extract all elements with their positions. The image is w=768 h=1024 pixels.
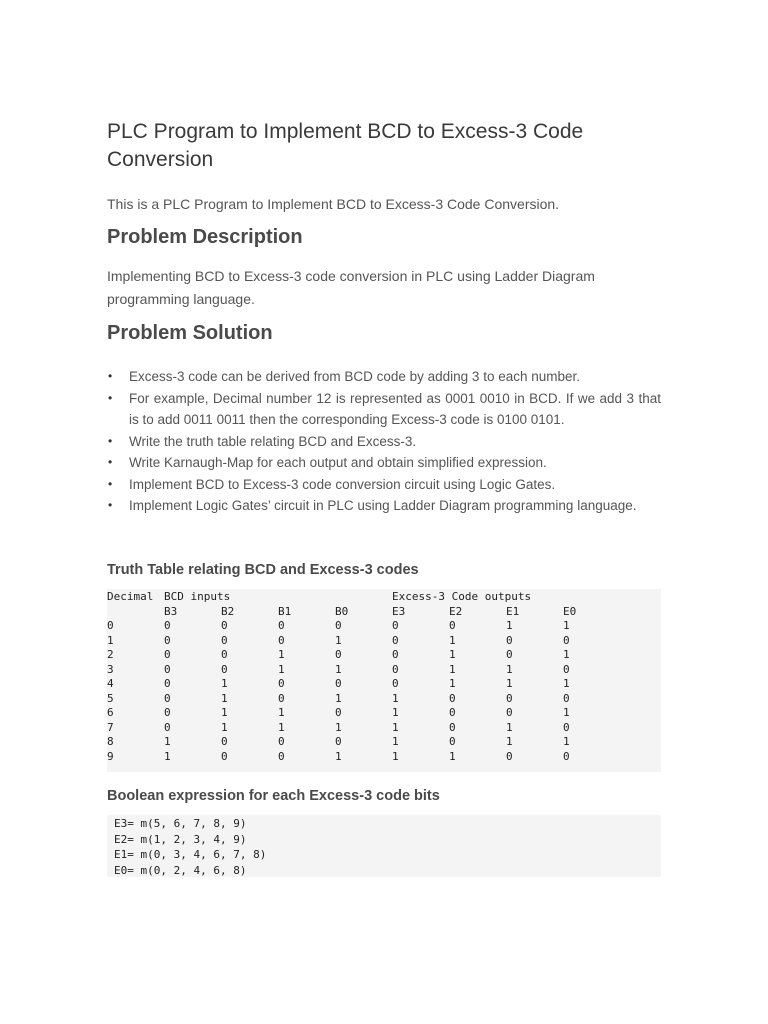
solution-steps-list	[107, 366, 661, 517]
table-cell: 1	[506, 677, 513, 690]
table-cell: 1	[506, 720, 513, 734]
list-item	[107, 388, 661, 431]
table-cell: 1	[164, 735, 171, 748]
table-cell: 0	[392, 662, 399, 676]
table-cell: 0	[107, 619, 114, 632]
table-cell: 1	[278, 720, 285, 734]
list-item-text: For example, Decimal number 12 is represented as 0001 0010 in BCD. If we add 3 that is to add 0011 0011 then the corresponding Excess-3 code is 0100 0101.	[129, 390, 661, 427]
table-cell: 1	[392, 691, 399, 705]
table-cell: 0	[563, 720, 570, 734]
table-row	[107, 706, 620, 721]
table-cell: 1	[563, 706, 570, 719]
table-cell: 0	[221, 749, 228, 763]
table-cell: 0	[335, 648, 342, 661]
table-cell: 0	[563, 633, 570, 647]
table-cell: 0	[449, 691, 456, 705]
table-cell: 1	[449, 677, 456, 690]
table-cell: 0	[563, 691, 570, 705]
problem-description-heading: Problem Description	[107, 226, 303, 248]
list-item-text: Write the truth table relating BCD and Excess-3.	[129, 433, 417, 449]
table-cell: 1	[221, 691, 228, 705]
table-cell: 0	[506, 706, 513, 719]
problem-solution-heading: Problem Solution	[107, 322, 273, 344]
table-cell: 0	[164, 619, 171, 632]
table-cell: 1	[335, 720, 342, 734]
table-cell: 0	[221, 735, 228, 748]
table-cell: 1	[335, 633, 342, 647]
table-cell: 0	[449, 720, 456, 734]
table-row	[107, 663, 620, 678]
table-cell: 1	[335, 662, 342, 676]
bcd-inputs-header: BCD inputs	[164, 590, 231, 603]
bullet-icon: •	[108, 433, 113, 448]
table-cell: 6	[107, 706, 114, 719]
table-cell: 1	[392, 735, 399, 748]
table-cell: 1	[449, 633, 456, 647]
table-cell: 0	[164, 691, 171, 705]
column-header: B2	[221, 604, 235, 618]
table-cell: 0	[164, 677, 171, 690]
table-cell: 5	[107, 691, 114, 705]
table-row	[107, 721, 620, 736]
table-cell: 1	[164, 749, 171, 763]
table-cell: 0	[278, 677, 285, 690]
table-cell: 1	[278, 648, 285, 661]
bullet-icon: •	[108, 369, 113, 383]
column-header: B1	[278, 604, 292, 618]
table-cell: 3	[107, 662, 114, 676]
table-cell: 0	[164, 706, 171, 719]
list-item	[107, 495, 661, 517]
table-cell: 0	[449, 706, 456, 719]
bullet-icon: •	[108, 476, 113, 491]
table-cell: 7	[107, 720, 114, 734]
table-cell: 1	[449, 648, 456, 661]
table-cell: 0	[335, 619, 342, 632]
table-cell: 1	[335, 691, 342, 705]
table-row	[107, 677, 620, 692]
list-item	[107, 474, 661, 496]
table-cell: 1	[563, 648, 570, 661]
column-header: B0	[335, 604, 349, 618]
table-cell: 1	[563, 735, 570, 748]
table-cell: 1	[506, 662, 513, 676]
list-item-text: Excess-3 code can be derived from BCD code by adding 3 to each number.	[129, 369, 581, 384]
table-cell: 1	[221, 706, 228, 719]
table-cell: 0	[278, 691, 285, 705]
table-cell: 0	[278, 633, 285, 647]
table-cell: 1	[392, 720, 399, 734]
problem-description-text: Implementing BCD to Excess-3 code conversion in PLC using Ladder Diagram programming language.	[107, 268, 595, 307]
table-cell: 0	[164, 720, 171, 734]
table-cell: 1	[449, 749, 456, 763]
table-cell: 0	[392, 619, 399, 632]
code-line: E3= m(5, 6, 7, 8, 9)	[114, 817, 247, 830]
table-row	[107, 735, 620, 750]
table-cell: 1	[449, 662, 456, 676]
table-cell: 1	[221, 677, 228, 690]
table-cell: 0	[335, 735, 342, 748]
table-cell: 1	[563, 677, 570, 690]
table-cell: 1	[278, 706, 285, 719]
table-cell: 0	[221, 662, 228, 676]
list-item-text: Implement BCD to Excess-3 code conversion circuit using Logic Gates.	[129, 476, 556, 492]
table-cell: 0	[506, 648, 513, 661]
table-cell: 0	[278, 735, 285, 748]
code-line: E1= m(0, 3, 4, 6, 7, 8)	[114, 848, 267, 861]
boolean-expression-heading: Boolean expression for each Excess-3 code bits	[107, 788, 440, 804]
table-row	[107, 634, 620, 649]
table-row	[107, 648, 620, 663]
bullet-icon: •	[108, 390, 113, 405]
truth-table-code-block	[107, 589, 661, 772]
excess3-outputs-header: Excess-3 Code outputs	[392, 590, 532, 603]
table-cell: 0	[392, 633, 399, 647]
intro-text: This is a PLC Program to Implement BCD to Excess-3 Code Conversion.	[107, 196, 560, 212]
table-cell: 1	[506, 735, 513, 748]
table-cell: 1	[278, 662, 285, 676]
column-header: B3	[164, 604, 178, 618]
table-cell: 0	[164, 662, 171, 676]
table-cell: 0	[392, 677, 399, 690]
bullet-icon: •	[108, 455, 113, 469]
column-header-blank	[107, 605, 164, 620]
column-header: E2	[449, 604, 463, 618]
table-cell: 0	[506, 749, 513, 763]
list-item	[107, 366, 661, 388]
table-cell: 1	[107, 633, 114, 647]
code-line: E0= m(0, 2, 4, 6, 8)	[114, 863, 247, 877]
table-cell: 2	[107, 648, 114, 661]
boolean-expression-code-block	[107, 815, 661, 877]
table-row	[107, 750, 620, 765]
list-item	[107, 431, 661, 453]
table-cell: 0	[449, 735, 456, 748]
table-cell: 1	[392, 749, 399, 763]
table-cell: 0	[506, 633, 513, 647]
table-cell: 8	[107, 735, 114, 748]
table-cell: 1	[392, 706, 399, 719]
table-row	[107, 619, 620, 634]
table-cell: 0	[506, 691, 513, 705]
table-cell: 0	[449, 619, 456, 632]
page-title: PLC Program to Implement BCD to Excess-3 Code Conversion	[107, 120, 584, 171]
column-header: E1	[506, 604, 520, 618]
table-cell: 0	[392, 648, 399, 661]
table-cell: 1	[335, 749, 342, 763]
table-cell: 0	[221, 648, 228, 661]
list-item-text: Implement Logic Gates’ circuit in PLC using Ladder Diagram programming language.	[129, 498, 637, 513]
table-cell: 0	[563, 749, 570, 763]
decimal-header: Decimal	[107, 590, 154, 603]
bullet-icon: •	[108, 498, 113, 512]
code-line: E2= m(1, 2, 3, 4, 9)	[114, 832, 247, 846]
table-cell: 0	[335, 706, 342, 719]
table-cell: 0	[563, 662, 570, 676]
list-item	[107, 452, 661, 474]
column-header: E0	[563, 604, 577, 618]
truth-table-heading: Truth Table relating BCD and Excess-3 codes	[107, 562, 419, 578]
table-cell: 1	[506, 619, 513, 632]
table-row	[107, 692, 620, 707]
table-cell: 0	[278, 619, 285, 632]
table-cell: 4	[107, 677, 114, 690]
list-item-text: Write Karnaugh-Map for each output and obtain simplified expression.	[129, 455, 547, 470]
table-cell: 9	[107, 749, 114, 763]
table-cell: 0	[278, 749, 285, 763]
table-column-header-row	[107, 605, 620, 620]
column-header: E3	[392, 604, 406, 618]
table-cell: 0	[164, 633, 171, 647]
truth-table	[107, 590, 620, 764]
table-cell: 1	[221, 720, 228, 734]
table-group-header-row	[107, 590, 620, 605]
table-cell: 0	[221, 633, 228, 647]
table-cell: 0	[164, 648, 171, 661]
table-cell: 0	[335, 677, 342, 690]
table-cell: 1	[563, 619, 570, 632]
table-cell: 0	[221, 619, 228, 632]
